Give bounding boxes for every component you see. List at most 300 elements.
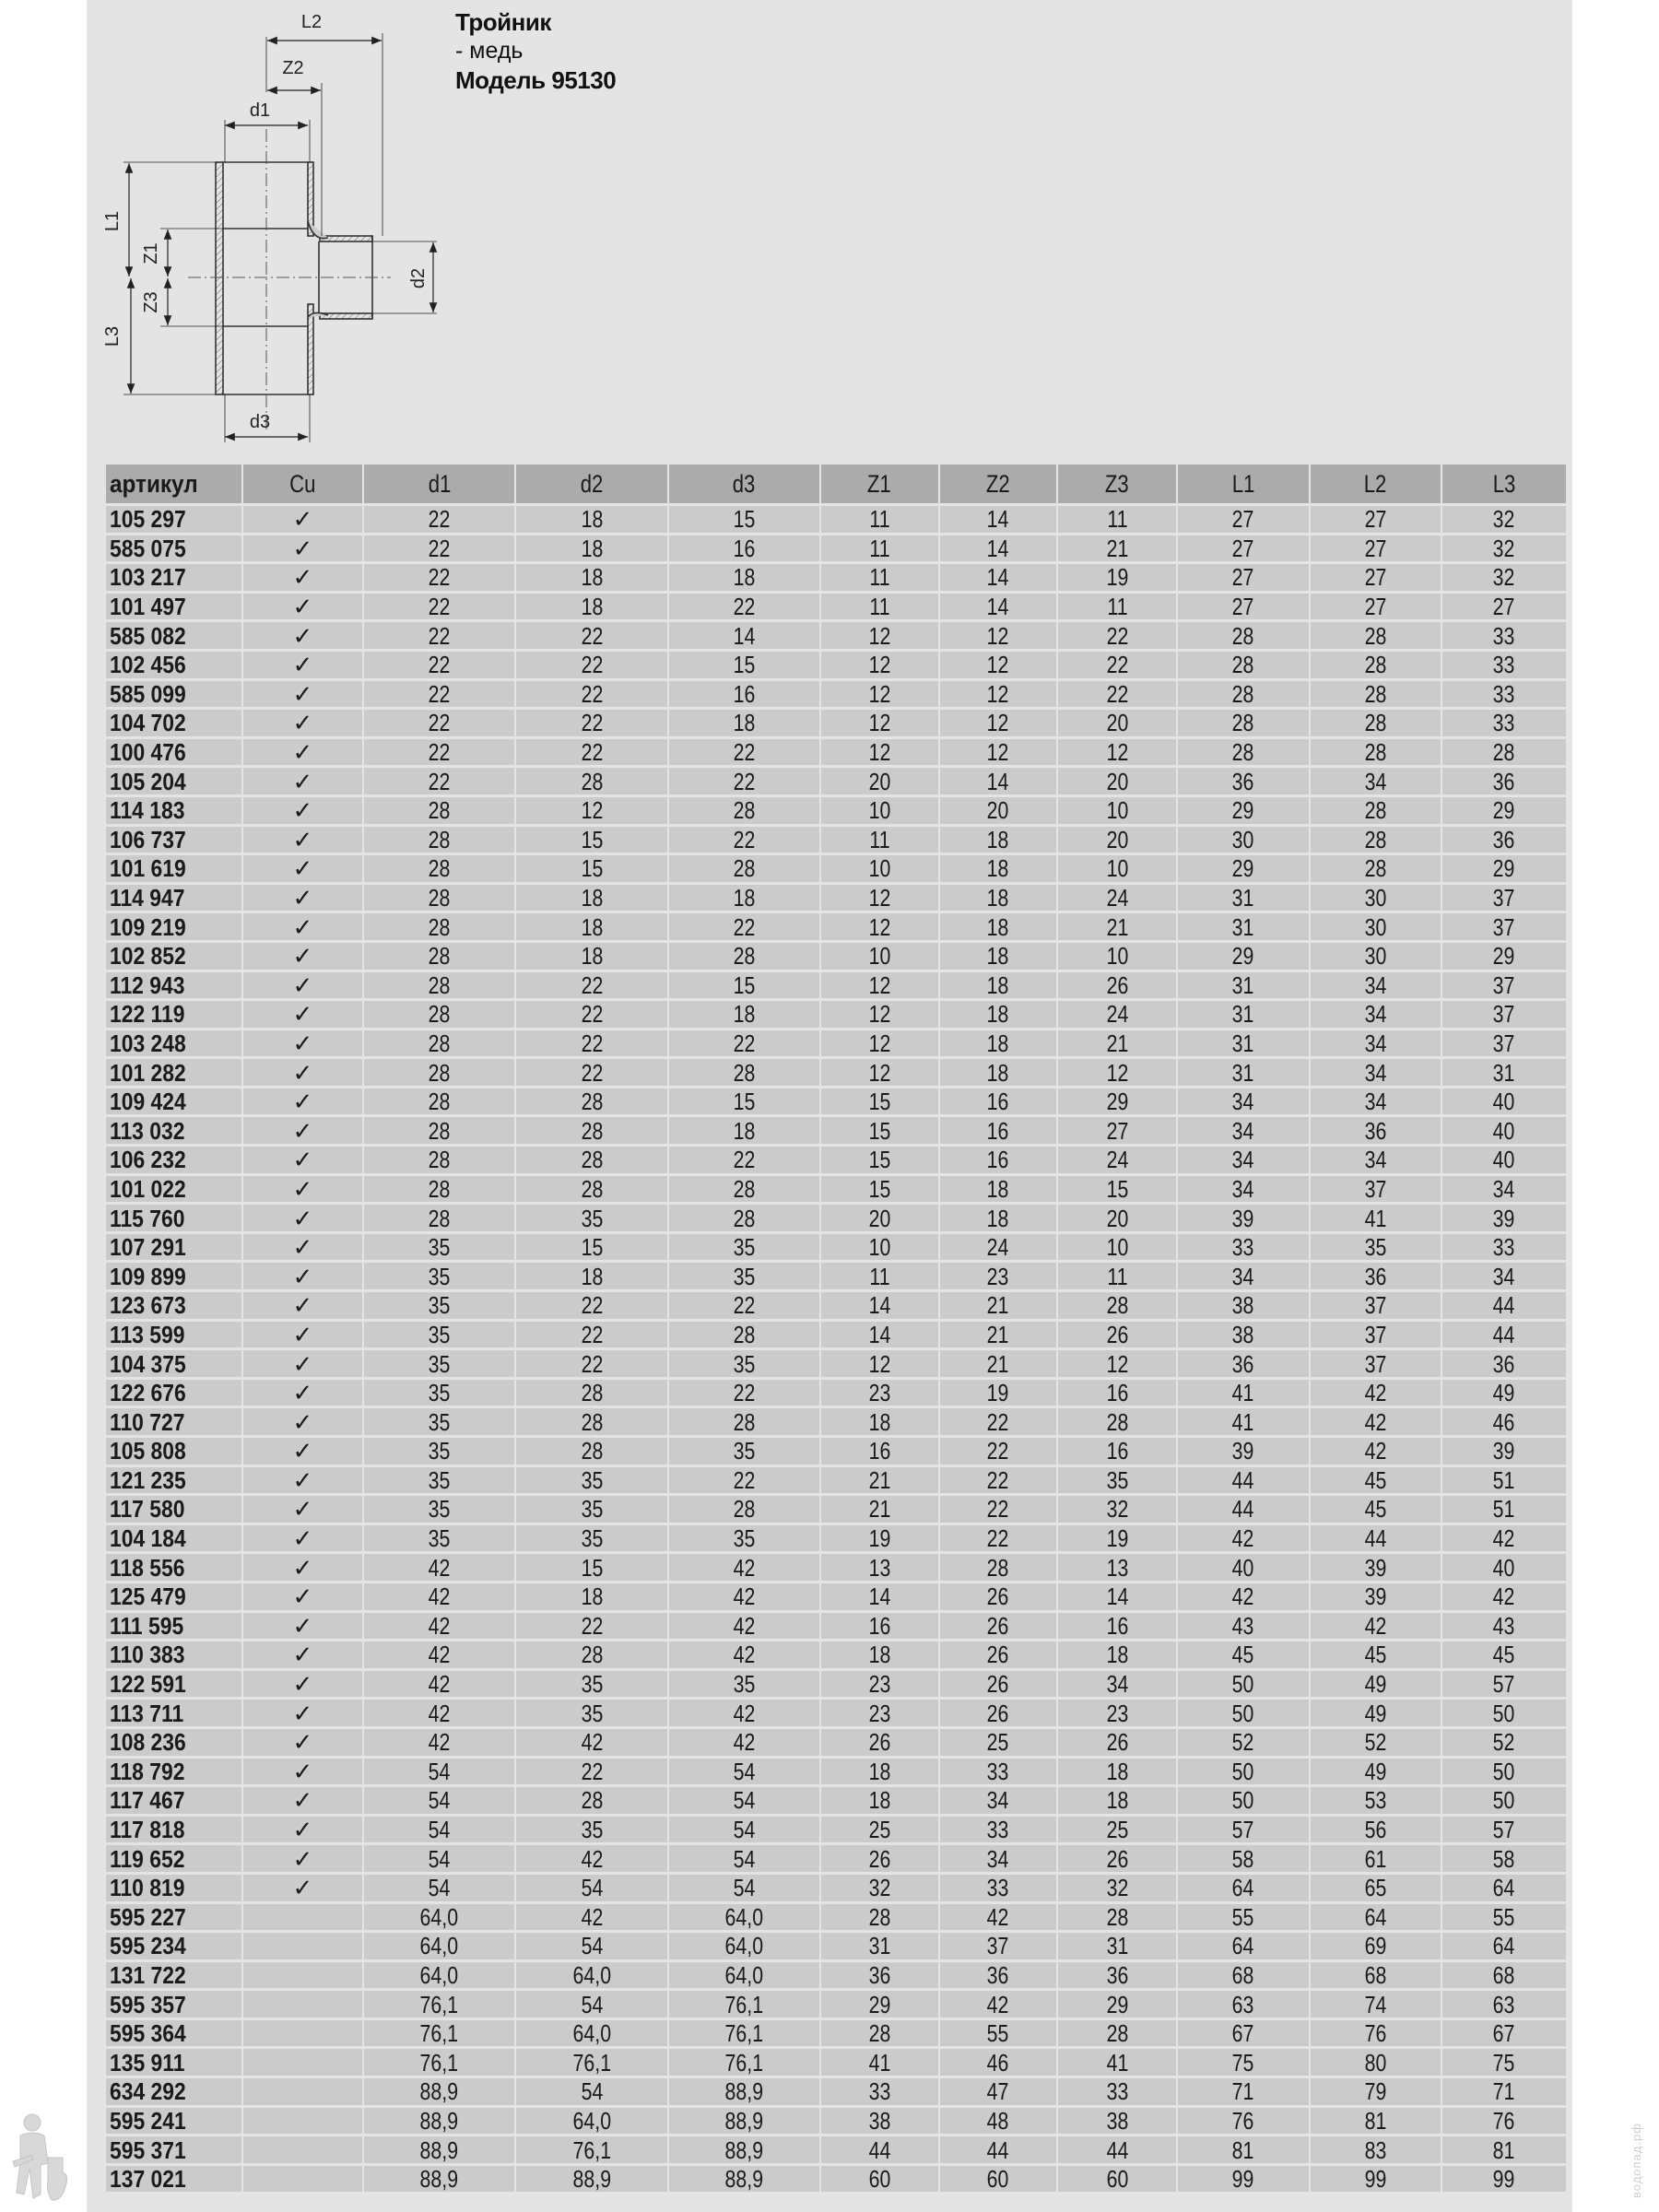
dimension-value: 29 (1106, 1990, 1129, 2018)
dimension-cell-z2 (940, 2049, 1056, 2076)
dimension-value: 58 (1492, 1844, 1515, 1873)
dimension-cell-l1 (1178, 1467, 1308, 1494)
dimension-cell-z1 (821, 1671, 938, 1698)
dimension-value: 28 (581, 767, 604, 795)
dimension-value: 22 (987, 1524, 1009, 1553)
dimension-cell-z1 (821, 1904, 938, 1931)
table-row (106, 1904, 1566, 1931)
article-number: 109 899 (110, 1262, 186, 1290)
dimension-value: 25 (1106, 1816, 1129, 1844)
checkmark-icon: ✓ (292, 1553, 313, 1582)
column-header-label: d2 (580, 469, 604, 498)
dimension-cell-d2 (516, 739, 667, 766)
dimension-value: 37 (1364, 1291, 1386, 1320)
article-number: 118 556 (110, 1553, 185, 1582)
checkmark-icon: ✓ (292, 1495, 313, 1524)
article-number-cell (106, 1234, 241, 1261)
dimension-value: 64 (1364, 1902, 1386, 1931)
dimension-cell-z3 (1058, 913, 1176, 940)
dimension-cell-z1 (821, 1117, 938, 1144)
dimension-cell-l1 (1178, 1496, 1308, 1523)
dimension-cell-d3 (669, 652, 818, 678)
dimension-cell-d1 (364, 535, 514, 562)
dimension-cell-l2 (1311, 2136, 1441, 2163)
dimension-value: 42 (733, 1728, 756, 1757)
copper-cell (243, 2166, 362, 2193)
dimension-cell-d2 (516, 2108, 667, 2135)
dimension-value: 28 (733, 1495, 756, 1524)
dimension-cell-l1 (1178, 1817, 1308, 1843)
article-number: 103 217 (110, 563, 186, 592)
dimension-cell-d1 (364, 1059, 514, 1086)
copper-cell (243, 594, 362, 620)
table-row (106, 710, 1566, 736)
dimension-cell-d2 (516, 1845, 667, 1872)
checkmark-icon: ✓ (292, 1757, 313, 1785)
dimension-cell-l2 (1311, 855, 1441, 882)
dimension-cell-l2 (1311, 1933, 1441, 1959)
dimension-value: 31 (868, 1932, 890, 1960)
dimension-value: 50 (1492, 1757, 1515, 1785)
dimension-cell-l3 (1442, 622, 1566, 649)
dimension-value: 76 (1492, 2106, 1515, 2135)
dimension-cell-d2 (516, 1147, 667, 1173)
dimension-value: 28 (868, 2019, 890, 2048)
dimension-cell-l1 (1178, 1088, 1308, 1115)
table-row (106, 2136, 1566, 2163)
article-number-cell (106, 622, 241, 649)
dimension-cell-l2 (1311, 1147, 1441, 1173)
dimension-cell-d2 (516, 506, 667, 533)
dimension-value: 11 (1107, 505, 1128, 534)
dimension-cell-d3 (669, 1438, 818, 1465)
dimension-value: 31 (1232, 884, 1254, 912)
label-L3: L3 (102, 325, 123, 347)
dimension-value: 22 (733, 1029, 756, 1057)
dimension-value: 22 (733, 1146, 756, 1174)
dimension-cell-l2 (1311, 943, 1441, 970)
dimension-value: 18 (1106, 1641, 1129, 1669)
dimension-value: 35 (581, 1524, 604, 1553)
dimension-cell-z3 (1058, 1729, 1176, 1756)
checkmark-icon: ✓ (292, 971, 313, 999)
dimension-cell-l2 (1311, 2049, 1441, 2076)
dimension-cell-d3 (669, 681, 818, 708)
article-number: 105 204 (110, 767, 186, 795)
dimension-cell-z2 (940, 1496, 1056, 1523)
dimension-cell-z3 (1058, 1322, 1176, 1348)
dimension-cell-z1 (821, 827, 938, 853)
dimension-cell-z1 (821, 1641, 938, 1668)
dimension-value: 68 (1492, 1960, 1515, 1989)
label-d1: d1 (249, 100, 271, 121)
dimension-value: 48 (987, 2106, 1009, 2135)
dimension-value: 18 (733, 709, 756, 737)
dimension-value: 25 (868, 1816, 890, 1844)
dimension-value: 99 (1232, 2165, 1254, 2194)
dimension-value: 24 (987, 1233, 1009, 1262)
dimension-value: 10 (1106, 854, 1129, 883)
dimension-value: 39 (1364, 1583, 1386, 1611)
dimension-cell-z3 (1058, 2136, 1176, 2163)
dimension-value: 35 (581, 1204, 604, 1232)
dimension-value: 28 (1106, 1902, 1129, 1931)
dimension-value: 11 (869, 505, 890, 534)
column-header-d2 (516, 465, 667, 503)
dimension-cell-z3 (1058, 1408, 1176, 1435)
dimension-value: 15 (868, 1116, 890, 1145)
dimension-cell-l3 (1442, 1030, 1566, 1057)
dimension-cell-d3 (669, 1962, 818, 1989)
dimension-value: 27 (1364, 593, 1386, 621)
dimension-value: 28 (1364, 679, 1386, 708)
dimension-value: 15 (581, 1233, 604, 1262)
dimension-cell-d1 (364, 2108, 514, 2135)
dimension-value: 18 (581, 505, 604, 534)
dimension-value: 60 (1106, 2165, 1129, 2194)
article-number: 585 075 (110, 534, 186, 562)
article-number: 113 711 (110, 1699, 184, 1727)
article-number-cell (106, 1176, 241, 1203)
table-row (106, 827, 1566, 853)
dimension-cell-l1 (1178, 1292, 1308, 1319)
dimension-cell-d3 (669, 622, 818, 649)
dimension-value: 88,9 (724, 2165, 764, 2194)
dimension-cell-l1 (1178, 1875, 1308, 1901)
dimension-value: 18 (987, 1000, 1009, 1029)
dimension-value: 12 (868, 1000, 890, 1029)
dimension-cell-d2 (516, 943, 667, 970)
dimension-value: 35 (733, 1233, 756, 1262)
dimension-cell-d2 (516, 797, 667, 824)
copper-cell (243, 1380, 362, 1406)
dimension-value: 20 (868, 767, 890, 795)
dimension-value: 28 (581, 1379, 604, 1407)
checkmark-icon: ✓ (292, 563, 313, 592)
copper-cell (243, 681, 362, 708)
checkmark-icon: ✓ (292, 621, 313, 650)
dimension-value: 28 (428, 971, 451, 999)
table-row (106, 681, 1566, 708)
dimension-cell-z3 (1058, 1962, 1176, 1989)
dimension-cell-d3 (669, 1845, 818, 1872)
dimension-value: 22 (733, 1465, 756, 1494)
article-number: 595 227 (110, 1902, 186, 1931)
dimension-value: 26 (987, 1583, 1009, 1611)
checkmark-icon: ✓ (292, 593, 313, 621)
dimension-cell-l3 (1442, 1380, 1566, 1406)
dimension-cell-l2 (1311, 1845, 1441, 1872)
dimension-cell-l3 (1442, 1350, 1566, 1377)
dimension-value: 21 (868, 1465, 890, 1494)
article-number-cell (106, 1117, 241, 1144)
dimension-cell-z3 (1058, 1380, 1176, 1406)
dimension-value: 88,9 (419, 2106, 459, 2135)
dimension-cell-d3 (669, 913, 818, 940)
dimension-value: 44 (1492, 1320, 1515, 1348)
dimension-cell-z3 (1058, 1933, 1176, 1959)
column-header-label: артикул (110, 469, 198, 498)
dimension-cell-z2 (940, 564, 1056, 591)
dimension-value: 58 (1232, 1844, 1254, 1873)
dimension-value: 28 (581, 1088, 604, 1116)
dimension-value: 35 (733, 1349, 756, 1378)
dimension-value: 22 (581, 1349, 604, 1378)
dimension-cell-d2 (516, 1700, 667, 1726)
dimension-value: 42 (987, 1990, 1009, 2018)
dimension-value: 35 (581, 1495, 604, 1524)
dimension-cell-l2 (1311, 1729, 1441, 1756)
dimension-value: 29 (1492, 942, 1515, 971)
article-number-cell (106, 1205, 241, 1231)
dimension-cell-z2 (940, 681, 1056, 708)
dimension-cell-d3 (669, 1001, 818, 1028)
column-header-label: L1 (1231, 469, 1255, 498)
dimension-cell-z3 (1058, 768, 1176, 794)
copper-cell (243, 1234, 362, 1261)
article-number-cell (106, 1554, 241, 1581)
dimension-value: 38 (1232, 1291, 1254, 1320)
table-row (106, 1438, 1566, 1465)
table-body (106, 506, 1566, 2192)
dimension-value: 42 (428, 1728, 451, 1757)
dimension-value: 54 (733, 1786, 756, 1815)
dimension-cell-l3 (1442, 506, 1566, 533)
dimension-value: 40 (1492, 1553, 1515, 1582)
dimension-cell-z1 (821, 1001, 938, 1028)
dimension-cell-z3 (1058, 2049, 1176, 2076)
dimension-value: 18 (987, 1029, 1009, 1057)
dimension-cell-z1 (821, 1380, 938, 1406)
dimension-cell-l2 (1311, 1583, 1441, 1610)
dimension-value: 18 (987, 942, 1009, 971)
dimension-cell-l3 (1442, 1991, 1566, 2018)
dimension-value: 15 (1106, 1174, 1129, 1203)
dimension-value: 31 (1106, 1932, 1129, 1960)
dimension-cell-d3 (669, 1904, 818, 1931)
dimension-value: 28 (428, 942, 451, 971)
article-number-cell (106, 2166, 241, 2193)
dimension-value: 28 (428, 884, 451, 912)
dimension-value: 19 (1106, 563, 1129, 592)
dimension-value: 12 (581, 796, 604, 825)
dimension-value: 64,0 (572, 1960, 611, 1989)
article-number-cell (106, 827, 241, 853)
dimension-value: 30 (1232, 825, 1254, 853)
dimension-value: 26 (1106, 971, 1129, 999)
dimension-value: 12 (868, 884, 890, 912)
dimension-value: 35 (733, 1524, 756, 1553)
table-row (106, 2078, 1566, 2105)
dimension-value: 18 (868, 1641, 890, 1669)
copper-cell (243, 1583, 362, 1610)
dimension-value: 22 (987, 1465, 1009, 1494)
dimension-value: 35 (428, 1291, 451, 1320)
dimension-cell-d1 (364, 1641, 514, 1668)
article-number-cell (106, 535, 241, 562)
dimension-cell-d3 (669, 1496, 818, 1523)
dimension-cell-d1 (364, 1263, 514, 1289)
dimension-value: 14 (987, 563, 1009, 592)
dimension-cell-z1 (821, 1525, 938, 1552)
dimension-value: 34 (1364, 1088, 1386, 1116)
dimension-cell-d2 (516, 1875, 667, 1901)
dimension-value: 14 (868, 1583, 890, 1611)
table-row (106, 1759, 1566, 1785)
dimension-value: 15 (733, 971, 756, 999)
article-number-cell (106, 1787, 241, 1814)
dimension-value: 41 (1106, 2048, 1129, 2077)
dimension-value: 24 (1106, 884, 1129, 912)
product-model: Модель 95130 (455, 66, 617, 94)
dimension-value: 11 (869, 534, 890, 562)
article-number-cell (106, 1496, 241, 1523)
dimension-value: 63 (1232, 1990, 1254, 2018)
dimension-cell-d2 (516, 1671, 667, 1698)
dimension-value: 29 (1492, 854, 1515, 883)
dimension-cell-z2 (940, 2136, 1056, 2163)
dimension-value: 30 (1364, 912, 1386, 941)
dimension-cell-d1 (364, 1671, 514, 1698)
dimension-value: 12 (1106, 738, 1129, 767)
dimension-cell-z2 (940, 1408, 1056, 1435)
dimension-cell-z2 (940, 1350, 1056, 1377)
dimension-value: 31 (1232, 1029, 1254, 1057)
dimension-value: 39 (1364, 1553, 1386, 1582)
dimension-cell-z2 (940, 1817, 1056, 1843)
dimension-cell-l2 (1311, 1001, 1441, 1028)
article-number-cell (106, 1408, 241, 1435)
dimension-cell-d2 (516, 1234, 667, 1261)
dimension-cell-z3 (1058, 1817, 1176, 1843)
dimension-cell-l3 (1442, 1671, 1566, 1698)
dimension-value: 68 (1232, 1960, 1254, 1989)
dimension-value: 14 (987, 534, 1009, 562)
dimension-value: 24 (1106, 1000, 1129, 1029)
column-header-z3 (1058, 465, 1176, 503)
dimension-cell-z2 (940, 943, 1056, 970)
article-number-cell (106, 1671, 241, 1698)
dimension-value: 22 (733, 1291, 756, 1320)
copper-cell (243, 2049, 362, 2076)
label-d3: d3 (249, 412, 271, 432)
dimension-value: 54 (428, 1816, 451, 1844)
article-number-cell (106, 1845, 241, 1872)
column-header-label: L3 (1492, 469, 1516, 498)
dimension-value: 22 (987, 1495, 1009, 1524)
article-number-cell (106, 1322, 241, 1348)
dimension-cell-z2 (940, 1263, 1056, 1289)
dimension-cell-d3 (669, 827, 818, 853)
article-number-cell (106, 1641, 241, 1668)
dimension-cell-l1 (1178, 1641, 1308, 1668)
dimension-cell-z1 (821, 622, 938, 649)
dimension-cell-l2 (1311, 1613, 1441, 1640)
copper-cell (243, 1613, 362, 1640)
dimension-cell-d3 (669, 1700, 818, 1726)
dimension-cell-z2 (940, 710, 1056, 736)
copper-cell (243, 1176, 362, 1203)
dimension-cell-d1 (364, 1496, 514, 1523)
dimension-cell-d3 (669, 1205, 818, 1231)
dimension-cell-d2 (516, 1933, 667, 1959)
article-number: 595 357 (110, 1990, 186, 2018)
dimension-value: 49 (1364, 1757, 1386, 1785)
dimension-cell-z1 (821, 2078, 938, 2105)
dimension-value: 28 (733, 796, 756, 825)
copper-cell (243, 1030, 362, 1057)
dimension-value: 57 (1232, 1816, 1254, 1844)
dimension-value: 83 (1364, 2136, 1386, 2164)
dimension-cell-z1 (821, 1467, 938, 1494)
dimension-value: 81 (1364, 2106, 1386, 2135)
dimension-value: 42 (581, 1844, 604, 1873)
copper-cell (243, 1759, 362, 1785)
copper-cell (243, 1147, 362, 1173)
dimension-cell-z2 (940, 1613, 1056, 1640)
column-header-label: L2 (1363, 469, 1387, 498)
article-number: 117 467 (110, 1786, 185, 1815)
dimension-cell-l2 (1311, 913, 1441, 940)
table-row (106, 1147, 1566, 1173)
plumber-logo-icon (9, 2106, 74, 2207)
dimension-cell-l2 (1311, 972, 1441, 999)
dimension-value: 40 (1492, 1116, 1515, 1145)
dimension-value: 18 (581, 593, 604, 621)
dimension-value: 37 (1492, 912, 1515, 941)
table-row (106, 535, 1566, 562)
dimension-cell-l3 (1442, 797, 1566, 824)
dimension-cell-z3 (1058, 1059, 1176, 1086)
dimension-cell-z3 (1058, 652, 1176, 678)
dimension-cell-z1 (821, 1322, 938, 1348)
dimension-cell-z3 (1058, 1088, 1176, 1115)
table-row (106, 1001, 1566, 1028)
copper-cell (243, 1350, 362, 1377)
dimension-value: 16 (1106, 1611, 1129, 1640)
dimension-cell-l1 (1178, 1117, 1308, 1144)
dimension-value: 18 (581, 563, 604, 592)
dimension-cell-d2 (516, 1176, 667, 1203)
dimension-cell-z2 (940, 855, 1056, 882)
dimension-cell-l3 (1442, 594, 1566, 620)
copper-cell (243, 1962, 362, 1989)
dimension-cell-l1 (1178, 2049, 1308, 2076)
dimension-value: 18 (987, 1058, 1009, 1087)
dimension-cell-l3 (1442, 2166, 1566, 2193)
dimension-cell-l2 (1311, 2020, 1441, 2047)
dimension-value: 35 (733, 1670, 756, 1699)
dimension-value: 18 (581, 534, 604, 562)
checkmark-icon: ✓ (292, 854, 313, 883)
dimension-cell-d1 (364, 2166, 514, 2193)
dimension-cell-d3 (669, 2049, 818, 2076)
dimension-value: 28 (733, 1407, 756, 1436)
dimension-cell-d1 (364, 1729, 514, 1756)
dimension-cell-z3 (1058, 1700, 1176, 1726)
dimension-cell-d3 (669, 1991, 818, 2018)
dimension-cell-d3 (669, 2136, 818, 2163)
dimension-cell-z2 (940, 1700, 1056, 1726)
dimension-value: 22 (428, 679, 451, 708)
dimension-cell-z2 (940, 827, 1056, 853)
dimension-cell-d1 (364, 594, 514, 620)
table-row (106, 2020, 1566, 2047)
dimension-value: 18 (733, 1116, 756, 1145)
dimension-cell-d2 (516, 1613, 667, 1640)
dimension-cell-l1 (1178, 1380, 1308, 1406)
dimension-cell-d1 (364, 1554, 514, 1581)
